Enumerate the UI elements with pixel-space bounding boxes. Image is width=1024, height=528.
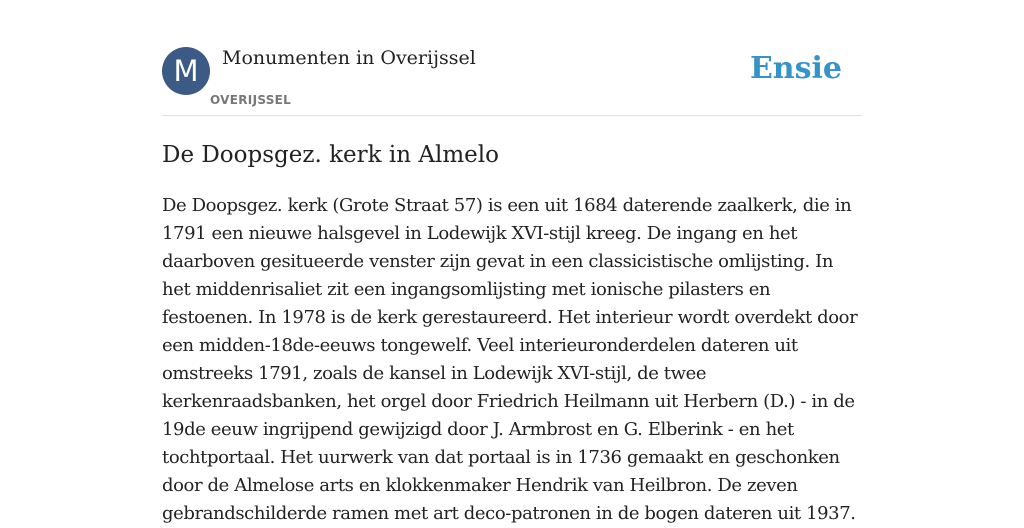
header-divider — [162, 115, 862, 116]
avatar[interactable]: M — [162, 47, 210, 95]
collection-header — [162, 46, 862, 116]
collection-tag[interactable]: OVERIJSSEL — [210, 93, 292, 107]
collection-title[interactable]: Monumenten in Overijssel — [222, 47, 476, 69]
article-title: De Doopsgez. kerk in Almelo — [162, 142, 499, 168]
brand-logo[interactable]: Ensie — [749, 51, 842, 86]
article-body: De Doopsgez. kerk (Grote Straat 57) is een uit 1684 daterende zaalkerk, die in 1791 een nieuwe halsgevel in Lodewijk XVI-stijl kreeg. De ingang en het daarboven gesitueerde venster zijn gevat in een classicistische omlijsting. In het middenrisaliet zit een ingangsomlijsting met ionische pilasters en festoenen. In 1978 is de kerk gerestaureerd. Het interieur wordt overdekt door een midden-18de-eeuws tongewelf. Veel interieuronderdelen dateren uit omstreeks 1791, zoals de kansel in Lodewijk XVI-stijl, de twee kerkenraadsbanken, het orgel door Friedrich Heilmann uit Herbern (D.) - in de 19de eeuw ingrijpend gewijzigd door J. Armbrost en G. Elberink - en het tochtportaal. Het uurwerk van dat portaal is in 1736 gemaakt en geschonken door de Almelose arts en klokkenmaker Hendrik van Heilbron. De zeven gebrandschilderde ramen met art deco-patronen in de bogen dateren uit 1937. — [162, 195, 858, 524]
